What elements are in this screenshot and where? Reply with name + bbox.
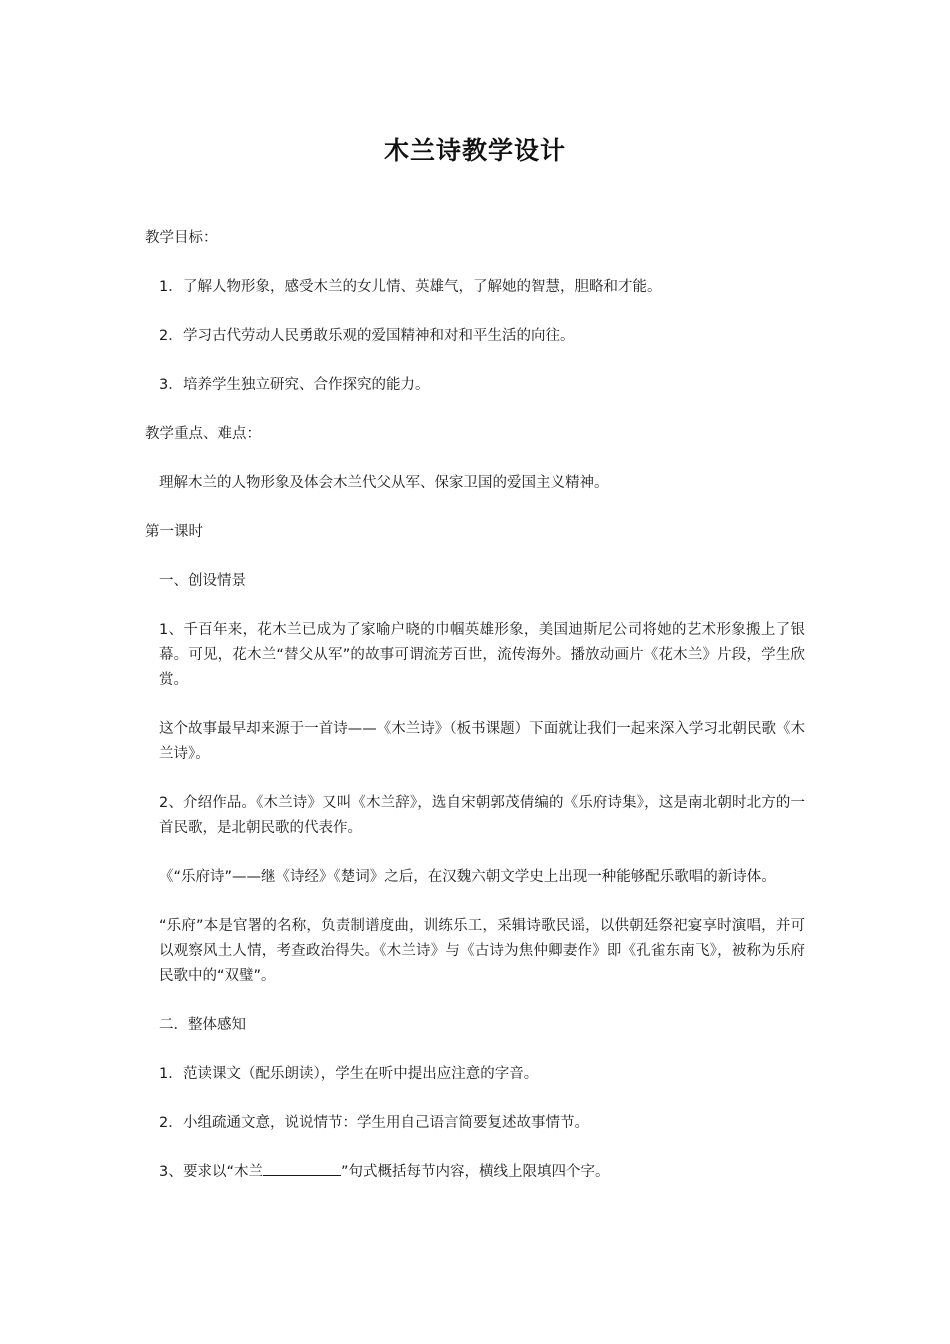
- key-points-heading: 教学重点、难点：: [145, 426, 261, 442]
- section2-item-number: 2．: [159, 1115, 183, 1131]
- lesson-heading: 第一课时: [145, 524, 203, 540]
- section2-item-number: 3、: [159, 1164, 183, 1180]
- document-body: [145, 226, 805, 1209]
- document-title: 木兰诗教学设计: [383, 136, 566, 165]
- section2-item: [145, 1062, 805, 1087]
- section2-heading: 二．整体感知: [159, 1017, 246, 1033]
- section1-paragraph: 1、千百年来，花木兰已成为了家喻户晓的巾帼英雄形象，美国迪斯尼公司将她的艺术形象搬上了银幕。可见，花木兰“替父从军”的故事可谓流芳百世，流传海外。播放动画片《花木兰》片段，学生欣赏。: [159, 622, 805, 688]
- section2-item-text: 范读课文（配乐朗读），学生在听中提出应注意的字音。: [183, 1066, 539, 1082]
- section2-item-text-before: 要求以“木兰: [183, 1164, 264, 1180]
- goal-text: 了解人物形象，感受木兰的女儿情、英雄气，了解她的智慧，胆略和才能。: [183, 279, 662, 295]
- section1-paragraph: 《“乐府诗”——继《诗经》《楚词》之后，在汉魏六朝文学史上出现一种能够配乐歌唱的新诗体。: [159, 869, 776, 885]
- goal-item: [145, 275, 805, 300]
- section1-paragraph: 2、介绍作品。《木兰诗》又叫《木兰辞》，选自宋朝郭茂倩编的《乐府诗集》，这是南北朝时北方的一首民歌，是北朝民歌的代表作。: [159, 795, 805, 836]
- goal-item: [145, 324, 805, 349]
- section2-item-text: 小组疏通文意，说说情节：学生用自己语言简要复述故事情节。: [183, 1115, 589, 1131]
- goal-number: 3．: [159, 377, 183, 393]
- section2-item: [145, 1160, 805, 1185]
- section1-paragraph: 这个故事最早却来源于一首诗——《木兰诗》（板书课题）下面就让我们一起来深入学习北朝民歌《木兰诗》。: [159, 721, 805, 762]
- goal-number: 1．: [159, 279, 183, 295]
- section1-heading: 一、创设情景: [159, 573, 246, 589]
- goal-number: 2．: [159, 328, 183, 344]
- goals-heading: 教学目标：: [145, 230, 218, 246]
- fill-in-blank-line: [263, 1161, 341, 1176]
- section1-paragraph: “乐府”本是官署的名称，负责制谱度曲，训练乐工，采辑诗歌民谣，以供朝廷祭祀宴享时演唱，并可以观察风土人情，考查政治得失。《木兰诗》与《古诗为焦仲卿妻作》即《孔雀东南飞》，被称为乐府民歌中的“双璧”。: [159, 918, 805, 984]
- section2-item: [145, 1111, 805, 1136]
- goal-text: 学习古代劳动人民勇敢乐观的爱国精神和对和平生活的向往。: [183, 328, 575, 344]
- section2-item-number: 1．: [159, 1066, 183, 1082]
- goal-text: 培养学生独立研究、合作探究的能力。: [183, 377, 430, 393]
- goal-item: [145, 373, 805, 398]
- section2-item-text-after: ”句式概括每节内容，横线上限填四个字。: [341, 1164, 610, 1180]
- key-points-text: 理解木兰的人物形象及体会木兰代父从军、保家卫国的爱国主义精神。: [159, 475, 609, 491]
